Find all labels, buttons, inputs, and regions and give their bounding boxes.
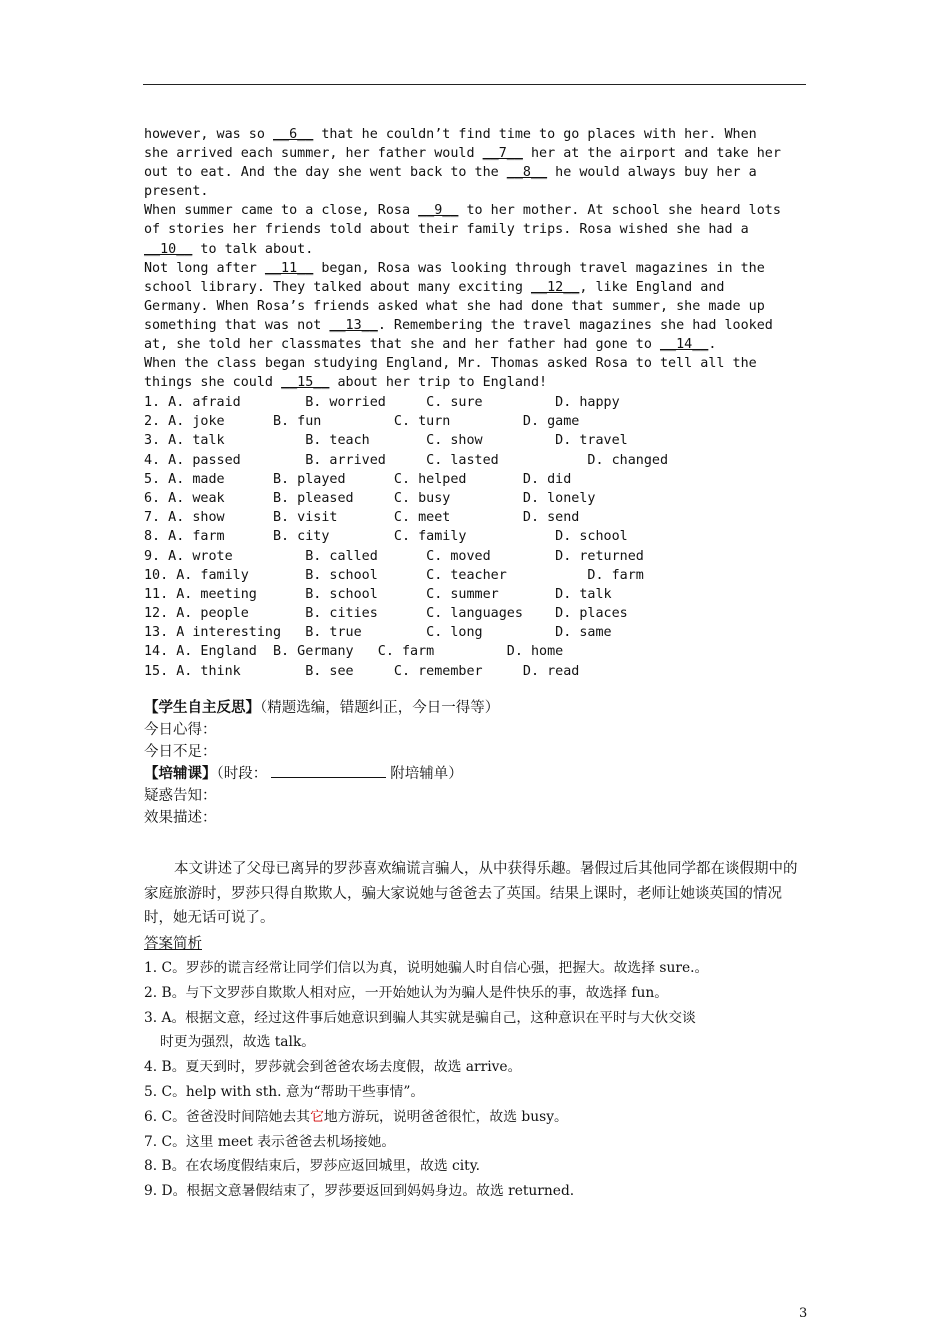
passage-text: present. [144,184,209,200]
option-row: 7. A. show B. visit C. meet D. send [144,510,580,526]
tutor-heading: 【培辅课】 [144,765,217,782]
header-rule [143,84,806,85]
cloze-blank: __7__ [482,146,523,162]
passage-text: school library. They talked about many exciting [144,279,531,295]
tutor-line [144,763,499,785]
passage-text: of stories her friends told about their family trips. Rosa wished she had a [144,222,749,238]
lack-label: 今日不足： [144,744,217,760]
passage-line [144,144,806,163]
option-row: 1. A. afraid B. worried C. sure D. happy [144,395,620,410]
passage-text: something that was not [144,317,330,333]
period-blank[interactable] [271,763,386,778]
passage-line [144,125,806,144]
cloze-blank: __15__ [281,375,330,391]
passage-text: Germany. When Rosa’s friends asked what she had done that summer, she made up [144,298,765,314]
cloze-blank: __11__ [264,260,314,276]
option-row: 13. A interesting B. true C. long D. same [144,625,612,641]
option-row: 14. A. England B. Germany C. farm D. home [144,644,564,660]
page-number: 3 [799,1306,808,1321]
passage-text: began, Rosa was looking through travel magazines in the [313,260,765,276]
tutor-period-label: （时段： [216,766,268,782]
passage-line [144,278,806,297]
passage-line [144,316,806,335]
passage-text: however, was so [144,127,273,142]
option-row: 4. A. passed B. arrived C. lasted D. changed [144,452,669,468]
answer-item: 2. B。与下文罗莎自欺欺人相对应，一开始她认为为骗人是件快乐的事，故选择 fun。 [144,984,669,1001]
option-row: 12. A. people B. cities C. languages D. places [144,606,628,622]
passage-text: , like England and [579,279,725,295]
option-row: 5. A. made B. played C. helped D. did [144,471,572,487]
answer-item: 8. B。在农场度假结束后，罗莎应返回城里，故选 city. [144,1158,481,1175]
passage-text: at, she told her classmates that she and her father had gone to [144,337,660,353]
passage-text: out to eat. And the day she went back to the [144,165,507,181]
answer-item: 时更为强烈，故选 talk。 [160,1034,316,1051]
cloze-passage [144,125,806,392]
passage-text: things she could [144,375,282,391]
passage-line [144,220,806,239]
answer-list [144,956,812,1204]
cloze-blank: __13__ [329,317,378,333]
passage-text: When summer came to a close, Rosa [144,203,419,219]
answer-item: 1. C。罗莎的谎言经常让同学们信以为真，说明她骗人时自信心强，把握大。故选择 sure.。 [144,960,709,976]
option-row: 2. A. joke B. fun C. turn D. game [144,414,580,430]
option-row: 3. A. talk B. teach C. show D. travel [144,433,628,449]
answer-item: 7. C。这里 meet 表示爸爸去机场接她。 [144,1133,396,1150]
reflection-heading-line [144,697,499,719]
answer-title: 答案简析 [144,936,202,952]
option-row: 15. A. think B. see C. remember D. read [144,663,580,679]
option-list [144,393,668,681]
passage-line [144,259,806,278]
passage-text: to her mother. At school she heard lots [458,203,781,219]
passage-text: she arrived each summer, her father would [144,146,483,162]
doubts-label: 疑惑告知： [144,788,217,804]
option-row: 6. A. weak B. pleased C. busy D. lonely [144,490,596,506]
answer-item: 5. C。help with sth. 意为“帮助干些事情”。 [144,1083,425,1100]
cloze-blank: __6__ [273,127,314,142]
reflection-note: （精题选编，错题纠正，今日一得等） [260,700,500,716]
option-row: 10. A. family B. school C. teacher D. farm [144,567,644,583]
passage-line [144,373,806,392]
reflection-heading: 【学生自主反思】 [144,699,260,716]
reflection-section [144,697,499,829]
answer-item: 9. D。根据文意暑假结束了，罗莎要返回到妈妈身边。故选 returned. [144,1183,575,1200]
passage-line [144,297,806,316]
answer-item: 3. A。根据文意，经过这件事后她意识到骗人其实就是骗自己，这种意识在平时与大伙交谈 [144,1009,696,1026]
passage-text: . Remembering the travel magazines she had looked [377,317,773,333]
answer-text: 6. C。爸爸没时间陪她去其 [144,1108,311,1125]
option-row: 11. A. meeting B. school C. summer D. talk [144,586,612,602]
passage-text: . [708,337,717,353]
passage-text: When the class began studying England, Mr. Thomas asked Rosa to tell all the [144,356,757,372]
cloze-blank: __9__ [418,203,459,219]
highlighted-char: 它 [310,1108,324,1125]
answer-item [144,1105,812,1130]
cloze-blank: __10__ [144,241,193,257]
passage-text: Not long after [144,260,265,276]
effect-label: 效果描述： [144,810,217,826]
cloze-blank: __14__ [659,337,709,353]
passage-text: her at the airport and take her [522,146,781,162]
answer-text: 地方游玩，说明爸爸很忙，故选 busy。 [323,1108,568,1125]
passage-line [144,335,806,354]
passage-text: to talk about. [192,241,314,257]
gain-label: 今日心得： [144,722,217,738]
passage-line [144,182,806,201]
passage-line [144,163,806,182]
answer-item: 4. B。夏天到时，罗莎就会到爸爸农场去度假，故选 arrive。 [144,1059,522,1076]
cloze-blank: __8__ [506,165,548,181]
passage-line [144,240,806,259]
passage-line [144,201,806,220]
cloze-blank: __12__ [530,279,580,295]
passage-line [144,354,806,373]
passage-text: he would always buy her a [547,165,757,181]
passage-text: that he couldn’t find time to go places with her. When [313,127,757,142]
option-row: 9. A. wrote B. called C. moved D. returned [144,548,644,564]
tutor-suffix: 附培辅单） [390,766,463,782]
summary-paragraph: 本文讲述了父母已离异的罗莎喜欢编谎言骗人，从中获得乐趣。暑假过后其他同学都在谈假期中的家庭旅游时，罗莎只得自欺欺人，骗大家说她与爸爸去了英国。结果上课时，老师让她谈英国的情况时，她无话可说了。 [144,861,798,926]
option-row: 8. A. farm B. city C. family D. school [144,529,628,545]
passage-text: about her trip to England! [329,375,548,391]
